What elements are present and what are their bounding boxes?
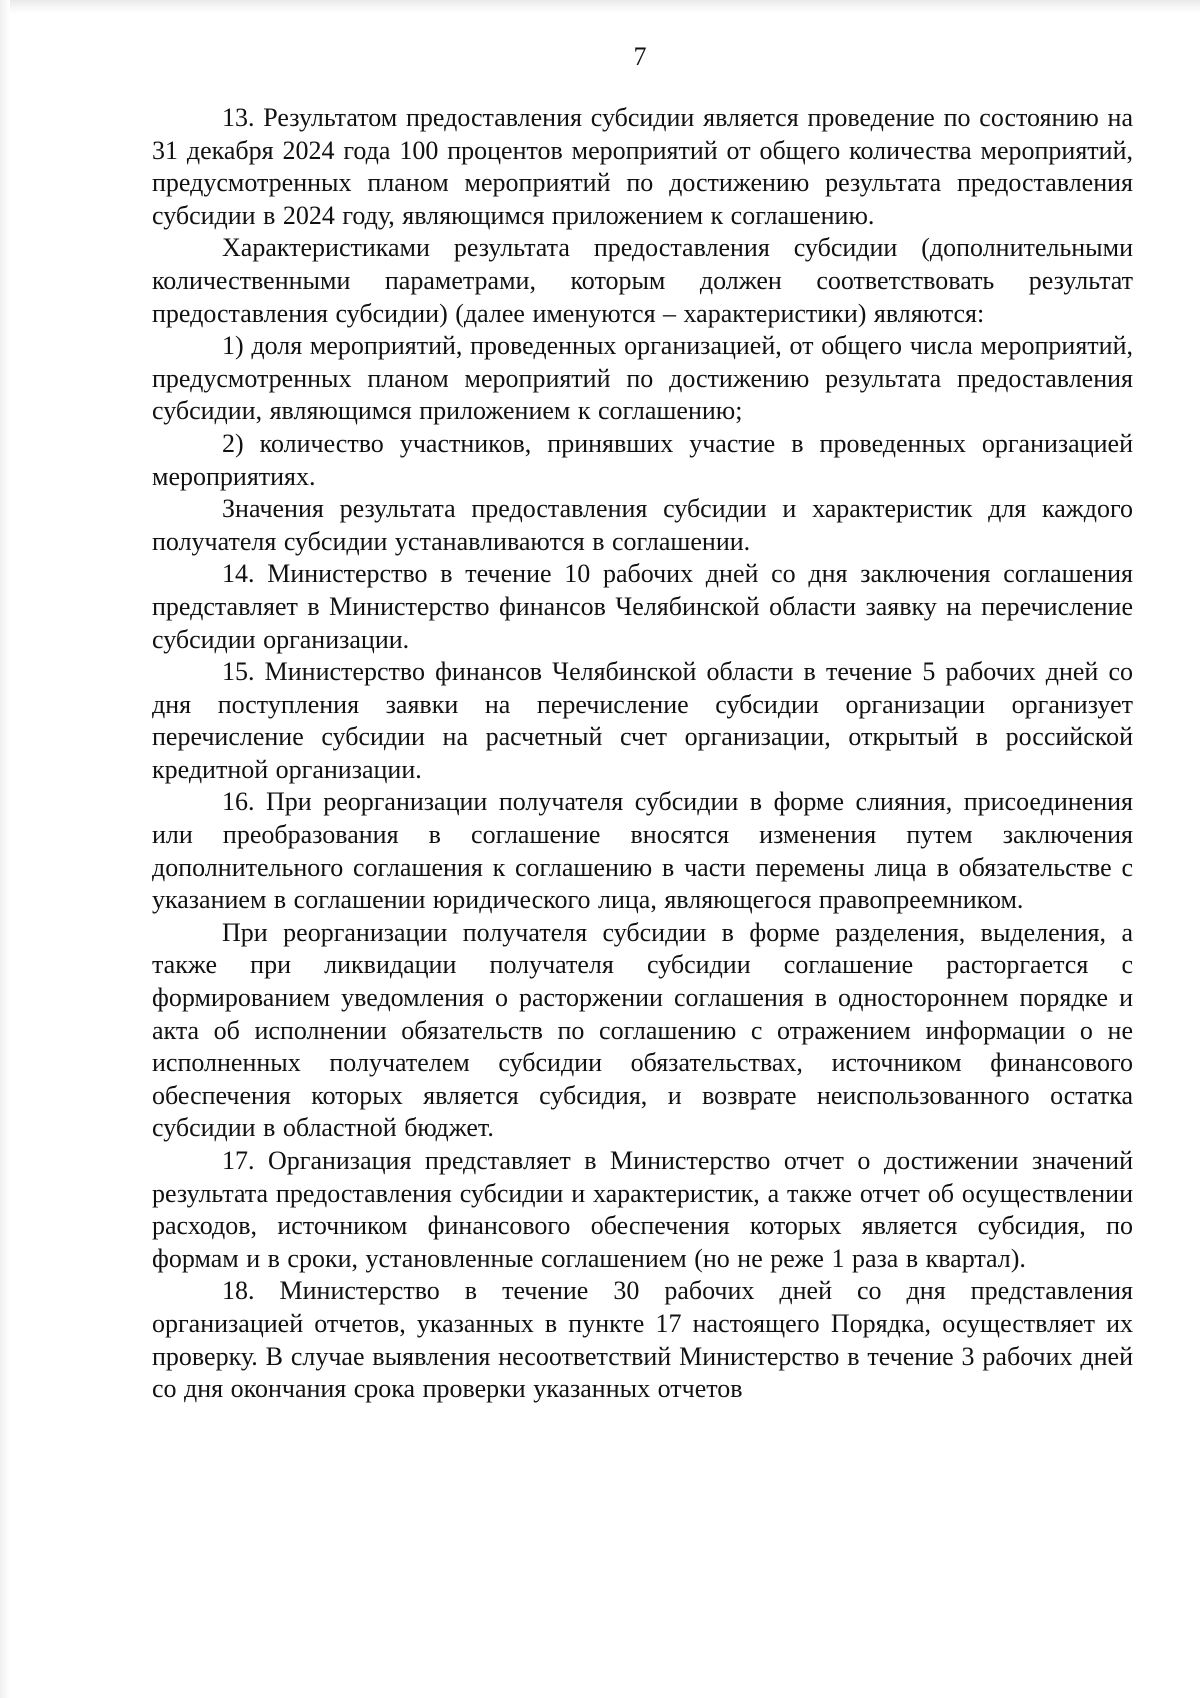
paragraph-15: 15. Министерство финансов Челябинской области в течение 5 рабочих дней со дня поступления заявки на перечисление субсидии организации организует перечисление субсидии на расчетный счет организации, открытый в российской кредитной организации. bbox=[152, 657, 1133, 784]
paragraph-13-result: 13. Результатом предоставления субсидии является проведение по состоянию на 31 декабря 2024 года 100 процентов мероприятий от общего количества мероприятий, предусмотренных планом мероприятий по достижению результата предоставления субсидии в 2024 году, являющимся приложением к соглашению. bbox=[152, 103, 1133, 230]
paragraph-16: 16. При реорганизации получателя субсидии в форме слияния, присоединения или преобразования в соглашение вносятся изменения путем заключения дополнительного соглашения к соглашению в части перемены лица в обязательстве с указанием в соглашении юридического лица, являющегося правопреемником. bbox=[152, 787, 1133, 915]
paragraph-17: 17. Организация представляет в Министерство отчет о достижении значений результата предоставления субсидии и характеристик, а также отчет об осуществлении расходов, источником финансового обеспечения которых является субсидия, по формам и в сроки, установленные соглашением (но не реже 1 раза в квартал). bbox=[152, 1146, 1133, 1273]
paragraph-characteristic-2: 2) количество участников, принявших участие в проведенных организацией мероприятиях. bbox=[152, 428, 1133, 491]
paragraph-characteristics: Характеристиками результата предоставления субсидии (дополнительными количественными параметрами, которым должен соответствовать результат предоставления субсидии) (далее именуются – характеристики) являются: bbox=[152, 233, 1133, 328]
document-body bbox=[152, 102, 1133, 1406]
scan-edge-left bbox=[0, 0, 10, 1698]
paragraph-14: 14. Министерство в течение 10 рабочих дней со дня заключения соглашения представляет в Министерство финансов Челябинской области заявку на перечисление субсидии организации. bbox=[152, 559, 1133, 654]
page-number: 7 bbox=[633, 42, 647, 71]
paragraph-16-reorganization: При реорганизации получателя субсидии в форме разделения, выделения, а также при ликвидации получателя субсидии соглашение расторгается с формированием уведомления о расторжении соглашения в одностороннем порядке и акта об исполнении обязательств по соглашению с отражением информации о не исполненных получателем субсидии обязательствах, источником финансового обеспечения которых является субсидия, и возврате неиспользованного остатка субсидии в областной бюджет. bbox=[152, 917, 1133, 1143]
paragraph-values: Значения результата предоставления субсидии и характеристик для каждого получателя субсидии устанавливаются в соглашении. bbox=[152, 494, 1133, 556]
scan-edge-top bbox=[0, 0, 1200, 14]
paragraph-18: 18. Министерство в течение 30 рабочих дней со дня представления организацией отчетов, указанных в пункте 17 настоящего Порядка, осуществляет их проверку. В случае выявления несоответствий Министерство в течение 3 рабочих дней со дня окончания срока проверки указанных отчетов bbox=[152, 1276, 1133, 1404]
paragraph-characteristic-1: 1) доля мероприятий, проведенных организацией, от общего числа мероприятий, предусмотренных планом мероприятий по достижению результата предоставления субсидии, являющимся приложением к соглашению; bbox=[152, 331, 1133, 426]
